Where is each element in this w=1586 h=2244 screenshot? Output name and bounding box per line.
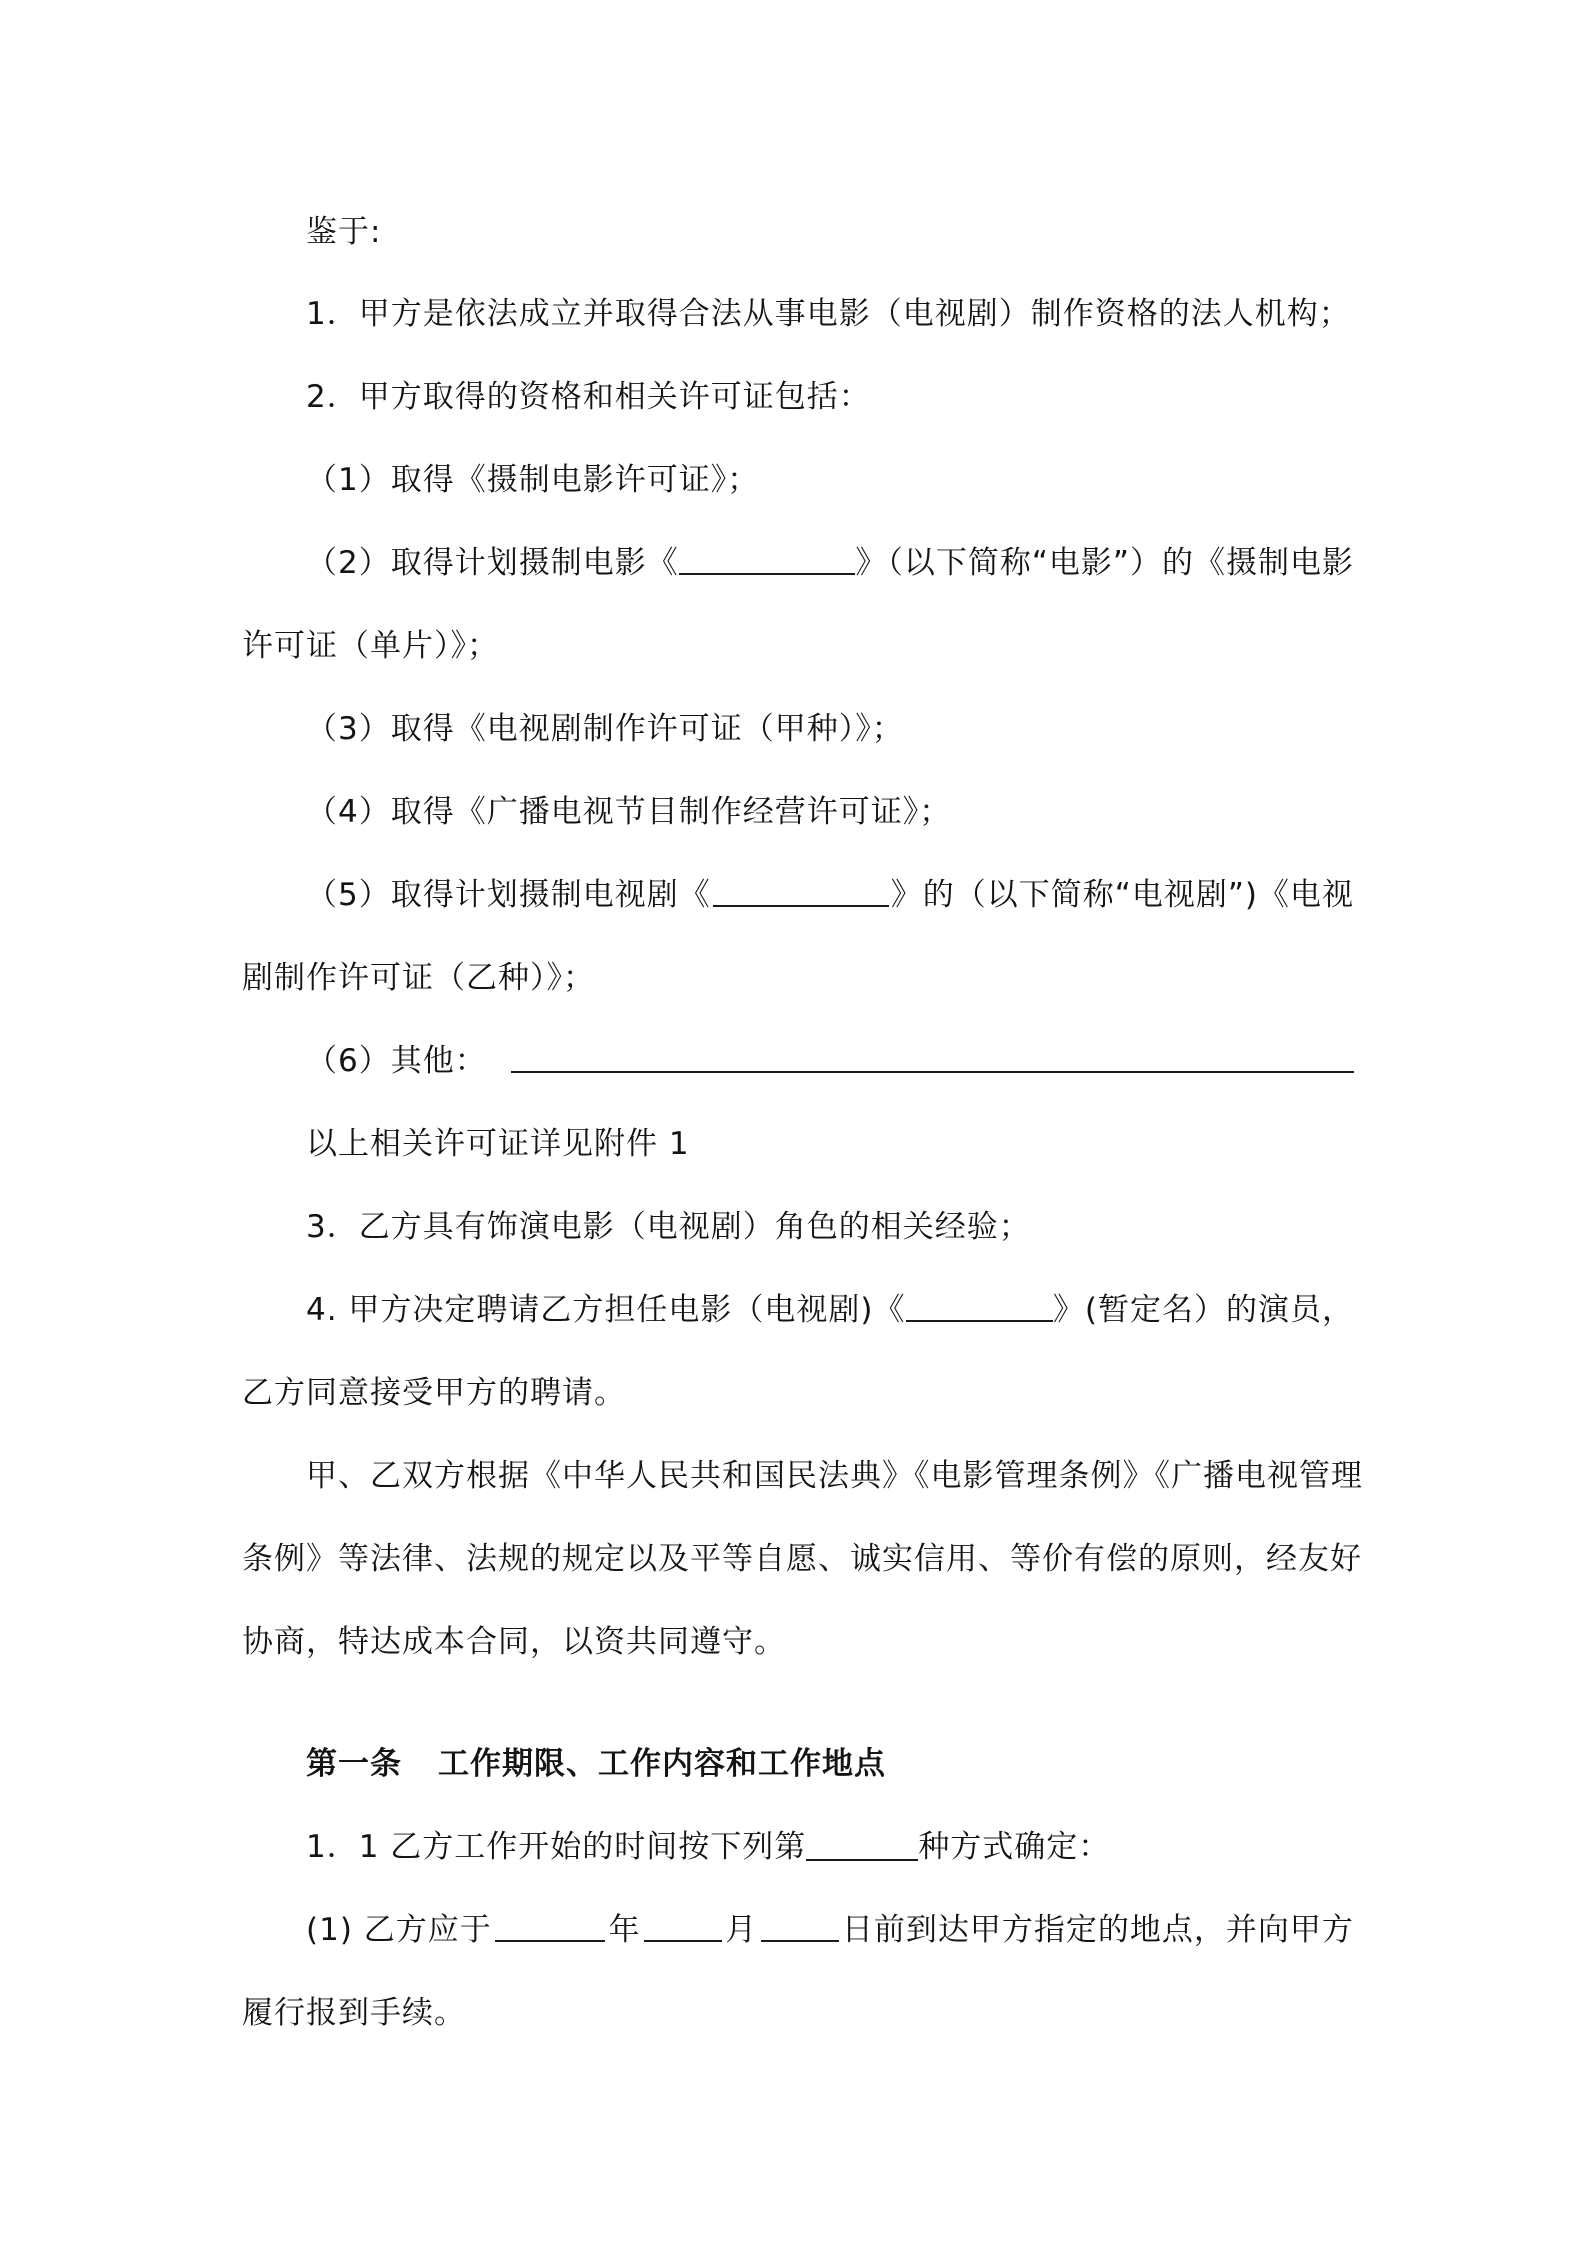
annex-note: 以上相关许可证详见附件 1 bbox=[306, 1126, 690, 1162]
tv-title-blank[interactable] bbox=[713, 875, 889, 907]
permit-2: （2）取得计划摄制电影《 》（以下简称“电影”）的《摄制电影 bbox=[306, 545, 1354, 581]
permit-4: （4）取得《广播电视节目制作经营许可证》； bbox=[306, 794, 952, 830]
article-number: 第一条 bbox=[306, 1746, 402, 1782]
permit-3: （3）取得《电视剧制作许可证（甲种）》； bbox=[306, 711, 904, 747]
permit-5-cont: 剧制作许可证（乙种）》； bbox=[242, 960, 595, 996]
permit-5: （5）取得计划摄制电视剧《 》的（以下简称“电视剧”)《电视 bbox=[306, 877, 1354, 913]
other-blank[interactable] bbox=[511, 1041, 1354, 1073]
method-number-blank[interactable] bbox=[806, 1829, 918, 1861]
clause-1-1: 1．1 乙方工作开始的时间按下列第 种方式确定： bbox=[306, 1829, 1111, 1865]
day-blank[interactable] bbox=[761, 1910, 839, 1942]
intro-line: 鉴于: bbox=[306, 214, 382, 250]
permit-6: （6）其他： bbox=[306, 1041, 1354, 1081]
article-heading bbox=[306, 1744, 886, 1784]
basis-line-2: 条例》等法律、法规的规定以及平等自愿、诚实信用、等价有偿的原则，经友好 bbox=[242, 1541, 1362, 1577]
basis-line-3: 协商，特达成本合同，以资共同遵守。 bbox=[242, 1624, 786, 1660]
article-title: 工作期限、工作内容和工作地点 bbox=[438, 1746, 886, 1782]
item-1: 1．甲方是依法成立并取得合法从事电影（电视剧）制作资格的法人机构； bbox=[306, 296, 1351, 332]
film-title-blank[interactable] bbox=[679, 543, 855, 575]
item-3: 3．乙方具有饰演电影（电视剧）角色的相关经验； bbox=[306, 1209, 1031, 1245]
year-blank[interactable] bbox=[495, 1910, 605, 1942]
permit-2-cont: 许可证（单片）》； bbox=[242, 628, 499, 664]
item-4: 4. 甲方决定聘请乙方担任电影（电视剧)《 》(暂定名）的演员， bbox=[306, 1292, 1354, 1328]
clause-1-1-option-1: (1) 乙方应于 年 月 日前到达甲方指定的地点，并向甲方 bbox=[306, 1912, 1354, 1948]
basis-line-1: 甲、乙双方根据《中华人民共和国民法典》《电影管理条例》《广播电视管理 bbox=[306, 1458, 1363, 1494]
permit-1: （1）取得《摄制电影许可证》； bbox=[306, 462, 760, 498]
clause-1-1-option-1-cont: 履行报到手续。 bbox=[242, 1995, 466, 2031]
month-blank[interactable] bbox=[644, 1910, 722, 1942]
item-4-cont: 乙方同意接受甲方的聘请。 bbox=[242, 1375, 626, 1411]
role-title-blank[interactable] bbox=[906, 1290, 1053, 1322]
item-2: 2．甲方取得的资格和相关许可证包括： bbox=[306, 379, 871, 415]
